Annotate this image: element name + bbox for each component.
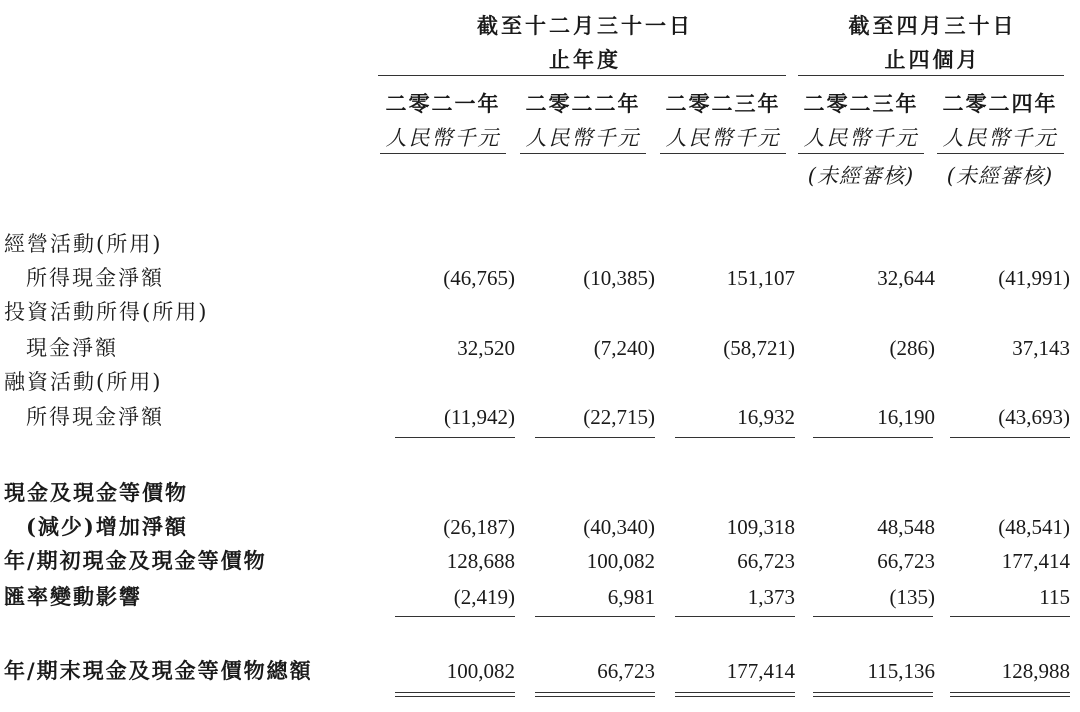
col-currency-2023: 人民幣千元	[665, 126, 781, 150]
col-year-2024-four-months: 二零二四年	[942, 91, 1058, 116]
header-period-group-rule	[798, 75, 1064, 76]
row-label: 經營活動(所用)	[4, 232, 163, 256]
row-label: 所得現金淨額	[26, 266, 164, 290]
table-row-investing-net-cash	[0, 332, 1080, 364]
col-year-2022: 二零二二年	[525, 91, 641, 116]
double-rule-2023	[675, 692, 795, 697]
col-rule-2023	[660, 153, 786, 154]
value-2022: 6,981	[607, 585, 655, 609]
total-rule-2024-four-months	[950, 616, 1070, 617]
value-2024-four-months: 37,143	[1012, 336, 1070, 360]
double-rule-2021	[395, 692, 515, 697]
table-row-closing-total	[0, 655, 1080, 687]
col-year-2023: 二零二三年	[665, 91, 781, 116]
table-row-investing-heading	[0, 296, 1080, 328]
value-2024-four-months: (48,541)	[998, 515, 1070, 539]
value-2021: 100,082	[446, 659, 515, 683]
col-rule-2022	[520, 153, 646, 154]
header-year-group-rule	[378, 75, 786, 76]
value-2021: 32,520	[457, 336, 515, 360]
value-2021: 128,688	[446, 549, 515, 573]
row-label: 現金淨額	[26, 336, 118, 360]
table-row-financing-heading	[0, 366, 1080, 398]
table-row-net-change	[0, 511, 1080, 543]
row-label: 年/期初現金及現金等價物	[4, 548, 267, 573]
value-2021: (11,942)	[444, 405, 515, 429]
value-2023: 1,373	[747, 585, 795, 609]
value-2023: 177,414	[726, 659, 795, 683]
table-row-opening-balance	[0, 545, 1080, 577]
value-2023-four-months: 115,136	[867, 659, 935, 683]
double-rule-2023-four-months	[813, 692, 933, 697]
table-row-operating-net-cash	[0, 262, 1080, 294]
header-period-group-line2: 止四個月	[884, 47, 981, 72]
value-2024-four-months: (41,991)	[998, 266, 1070, 290]
value-2024-four-months: 177,414	[1001, 549, 1070, 573]
subtotal-rule-2023	[675, 437, 795, 438]
col-year-2023-four-months: 二零二三年	[803, 91, 919, 116]
table-row-net-change-heading	[0, 477, 1080, 509]
col-rule-2021	[380, 153, 506, 154]
value-2023-four-months: 16,190	[877, 405, 935, 429]
header-year-group-line2: 止年度	[549, 47, 621, 72]
header-period-group-line1: 截至四月三十日	[848, 13, 1017, 38]
col-currency-2024-four-months: 人民幣千元	[942, 126, 1058, 150]
double-rule-2022	[535, 692, 655, 697]
total-rule-2022	[535, 616, 655, 617]
col-rule-2024-four-months	[937, 153, 1064, 154]
col-currency-2023-four-months: 人民幣千元	[803, 126, 919, 150]
value-2023-four-months: (135)	[889, 585, 935, 609]
header-year-group-line1: 截至十二月三十一日	[477, 13, 693, 38]
total-rule-2021	[395, 616, 515, 617]
col-rule-2023-four-months	[798, 153, 924, 154]
value-2024-four-months: 115	[1039, 585, 1070, 609]
row-label: 年/期末現金及現金等價物總額	[4, 658, 313, 683]
value-2022: 100,082	[586, 549, 655, 573]
row-label: 所得現金淨額	[26, 405, 164, 429]
subtotal-rule-2024-four-months	[950, 437, 1070, 438]
col-currency-2022: 人民幣千元	[525, 126, 641, 150]
total-rule-2023-four-months	[813, 616, 933, 617]
value-2021: (2,419)	[453, 585, 515, 609]
subtotal-rule-2023-four-months	[813, 437, 933, 438]
table-row-financing-net-cash	[0, 401, 1080, 433]
value-2022: (40,340)	[583, 515, 655, 539]
value-2022: (10,385)	[583, 266, 655, 290]
col-year-2021: 二零二一年	[385, 91, 501, 116]
row-label: 融資活動(所用)	[4, 370, 163, 394]
value-2023-four-months: 66,723	[877, 549, 935, 573]
table-row-operating-heading	[0, 228, 1080, 260]
subtotal-rule-2022	[535, 437, 655, 438]
value-2023: (58,721)	[723, 336, 795, 360]
table-row-fx-effect	[0, 581, 1080, 613]
total-rule-2023	[675, 616, 795, 617]
value-2023: 16,932	[737, 405, 795, 429]
value-2023: 151,107	[726, 266, 795, 290]
value-2023: 109,318	[726, 515, 795, 539]
row-label: 匯率變動影響	[4, 584, 142, 609]
col-currency-2021: 人民幣千元	[385, 126, 501, 150]
value-2023-four-months: 48,548	[877, 515, 935, 539]
value-2024-four-months: 128,988	[1001, 659, 1070, 683]
row-label: (減少)增加淨額	[26, 514, 188, 539]
value-2023-four-months: 32,644	[877, 266, 935, 290]
row-label: 投資活動所得(所用)	[4, 300, 209, 324]
double-rule-2024-four-months	[950, 692, 1070, 697]
value-2022: (22,715)	[583, 405, 655, 429]
value-2021: (26,187)	[443, 515, 515, 539]
subtotal-rule-2021	[395, 437, 515, 438]
row-label: 現金及現金等價物	[4, 480, 188, 505]
col-note-2024-unaudited: (未經審核)	[946, 164, 1054, 188]
value-2022: 66,723	[597, 659, 655, 683]
value-2023-four-months: (286)	[889, 336, 935, 360]
value-2023: 66,723	[737, 549, 795, 573]
col-note-2023-unaudited: (未經審核)	[807, 164, 915, 188]
value-2021: (46,765)	[443, 266, 515, 290]
value-2024-four-months: (43,693)	[998, 405, 1070, 429]
value-2022: (7,240)	[593, 336, 655, 360]
